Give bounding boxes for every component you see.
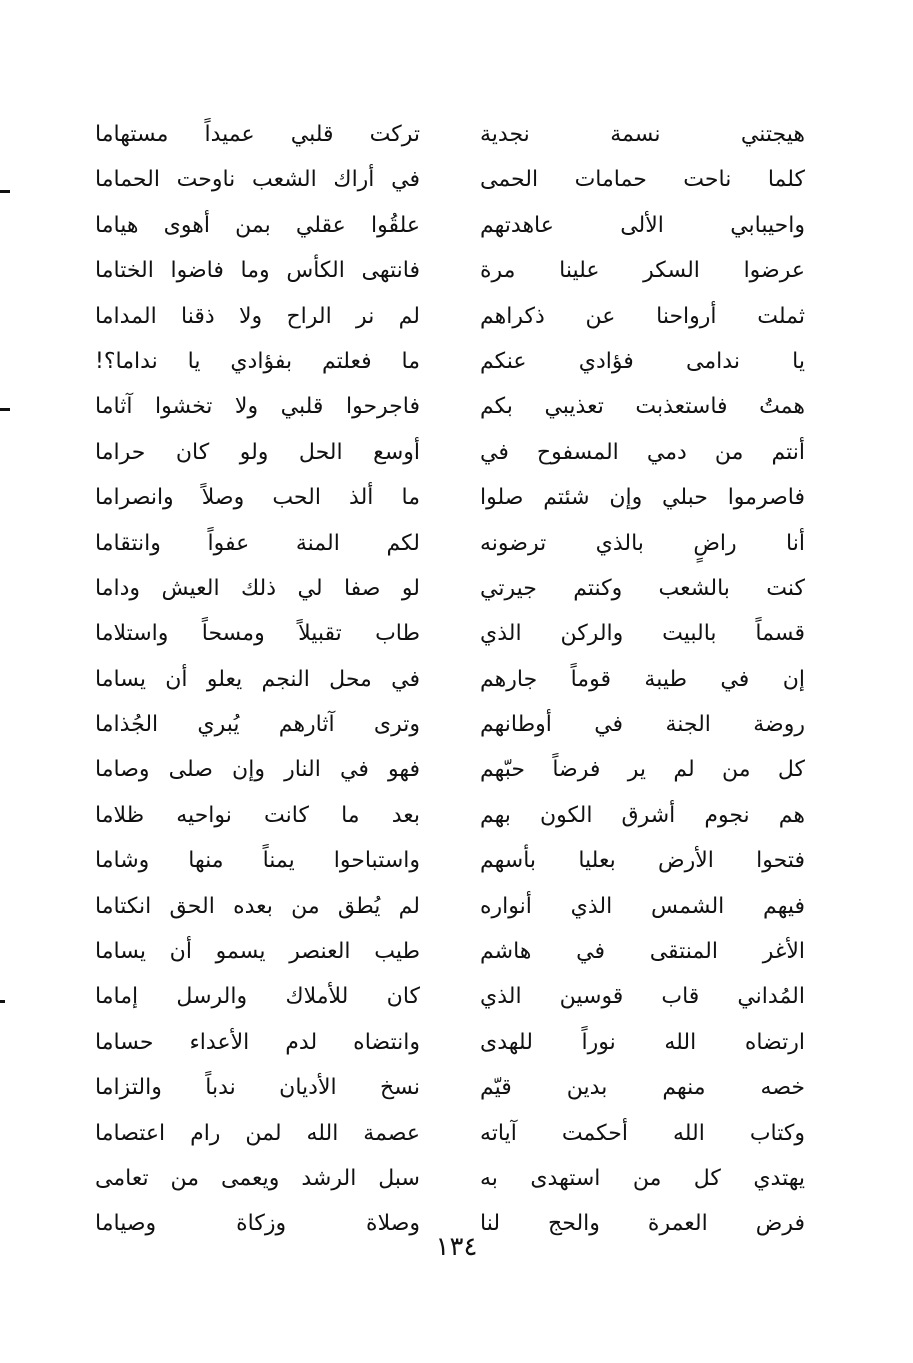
verse-second-half: سبل الرشد ويعمى من تعامى bbox=[95, 1165, 420, 1191]
verse-second-half: لو صفا لي ذلك العيش وداما bbox=[95, 575, 420, 601]
verse-second-half: في أراك الشعب ناوحت الحماما bbox=[95, 167, 420, 193]
verse-first-half: قسماً بالبيت والركن الذي bbox=[480, 621, 805, 647]
verse-second-half: ما ألذ الحب وصلاً وانصراما bbox=[95, 485, 420, 511]
verse-first-half: كل من لم ير فرضاً حبّهم bbox=[480, 757, 805, 783]
verse-second-half: طاب تقبيلاً ومسحاً واستلاما bbox=[95, 621, 420, 647]
verse-second-half: وانتضاه لدم الأعداء حساما bbox=[95, 1029, 420, 1055]
verse-first-half: روضة الجنة في أوطانهم bbox=[480, 712, 805, 738]
verse-second-half: فانتهى الكأس وما فاضوا الختاما bbox=[95, 258, 420, 284]
verse-first-half: يا ندامى فؤادي عنكم bbox=[480, 348, 805, 374]
verse-second-half: بعد ما كانت نواحيه ظلاما bbox=[95, 802, 420, 828]
verse-second-half: واستباحوا يمناً منها وشاما bbox=[95, 848, 420, 874]
verse-second-half: أوسع الحل ولو كان حراما bbox=[95, 439, 420, 465]
verse-first-half: يهتدي كل من استهدى به bbox=[480, 1165, 805, 1191]
verse-first-half: الأغر المنتقى في هاشم bbox=[480, 939, 805, 965]
verse-second-half: كان للأملاك والرسل إماما bbox=[95, 984, 420, 1010]
verse-first-half: عرضوا السكر علينا مرة bbox=[480, 258, 805, 284]
poem-right-column bbox=[480, 112, 805, 1247]
verse-first-half: هم نجوم أشرق الكون بهم bbox=[480, 802, 805, 828]
verse-first-half: ثملت أرواحنا عن ذكراهم bbox=[480, 303, 805, 329]
verse-second-half: فاجرحوا قلبي ولا تخشوا آثاما bbox=[95, 394, 420, 420]
poem-left-column bbox=[95, 112, 420, 1247]
verse-second-half: لم نر الراح ولا ذقنا المداما bbox=[95, 303, 420, 329]
margin-mark bbox=[0, 1000, 5, 1003]
verse-second-half: فهو في النار وإن صلى وصاما bbox=[95, 757, 420, 783]
verse-second-half: لكم المنة عفواً وانتقاما bbox=[95, 530, 420, 556]
verse-first-half: إن في طيبة قوماً جارهم bbox=[480, 666, 805, 692]
verse-second-half: في محل النجم يعلو أن يساما bbox=[95, 666, 420, 692]
verse-first-half: كلما ناحت حمامات الحمى bbox=[480, 167, 805, 193]
verse-first-half: فرض العمرة والحج لنا bbox=[480, 1211, 805, 1237]
poem-body bbox=[95, 112, 805, 1247]
verse-first-half: وكتاب الله أحكمت آياته bbox=[480, 1120, 805, 1146]
verse-first-half: فاصرموا حبلي وإن شئتم صلوا bbox=[480, 485, 805, 511]
verse-second-half: تركت قلبي عميداً مستهاما bbox=[95, 122, 420, 147]
verse-first-half: همتُ فاستعذبت تعذيبي بكم bbox=[480, 394, 805, 420]
verse-second-half: طيب العنصر يسمو أن يساما bbox=[95, 939, 420, 965]
verse-second-half: علقُوا عقلي بمن أهوى هياما bbox=[95, 212, 420, 238]
verse-first-half: أنا راضٍ بالذي ترضونه bbox=[480, 530, 805, 556]
verse-first-half: كنت بالشعب وكنتم جيرتي bbox=[480, 575, 805, 601]
verse-first-half: فيهم الشمس الذي أنواره bbox=[480, 893, 805, 919]
verse-second-half: وترى آثارهم يُبري الجُذاما bbox=[95, 712, 420, 738]
verse-first-half: المُداني قاب قوسين الذي bbox=[480, 984, 805, 1010]
verse-second-half: لم يُطق من بعده الحق انكتاما bbox=[95, 893, 420, 919]
verse-second-half: وصلاة وزكاة وصياما bbox=[95, 1211, 420, 1237]
verse-first-half: هيجتني نسمة نجدية bbox=[480, 122, 805, 147]
verse-first-half: خصه منهم بدين قيّم bbox=[480, 1075, 805, 1101]
verse-second-half: نسخ الأديان ندباً والتزاما bbox=[95, 1075, 420, 1101]
margin-mark bbox=[0, 190, 10, 193]
margin-mark bbox=[0, 408, 10, 411]
verse-first-half: فتحوا الأرض بعليا بأسهم bbox=[480, 848, 805, 874]
verse-second-half: عصمة الله لمن رام اعتصاما bbox=[95, 1120, 420, 1146]
verse-second-half: ما فعلتم بفؤادي يا نداما؟! bbox=[95, 348, 420, 374]
verse-first-half: واحيبابي الألى عاهدتهم bbox=[480, 212, 805, 238]
verse-first-half: ارتضاه الله نوراً للهدى bbox=[480, 1029, 805, 1055]
page-number: ١٣٤ bbox=[435, 1232, 478, 1262]
verse-first-half: أنتم من دمي المسفوح في bbox=[480, 439, 805, 465]
